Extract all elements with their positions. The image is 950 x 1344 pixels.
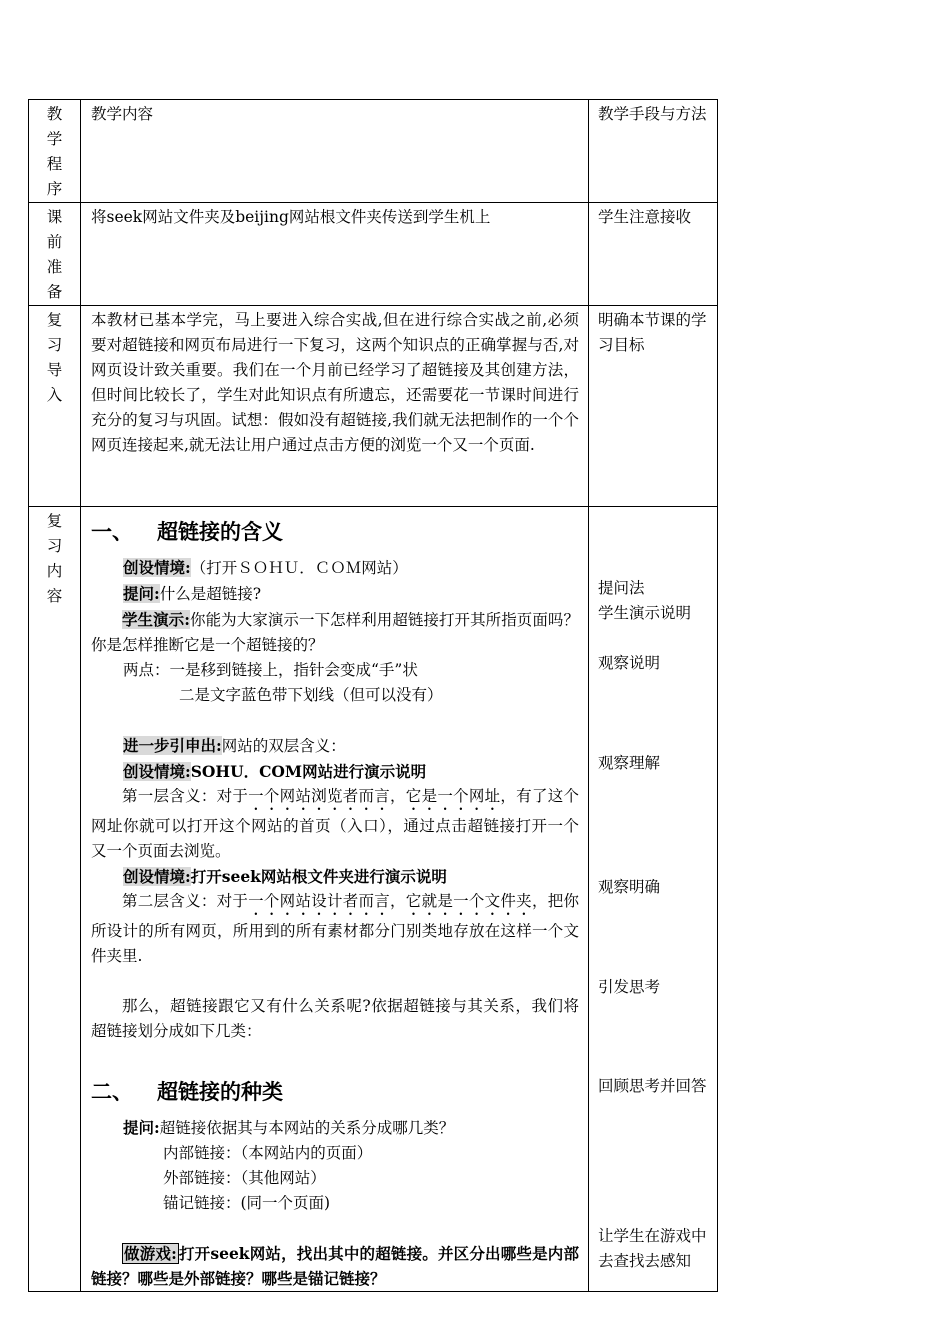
paragraph: 第一层含义：对于一个网站浏览者而言，它是一个网址，有了这个网址你就可以打开这个网站的首页（入口），通过点击超链接打开一个又一个页面去浏览。 — [91, 787, 579, 860]
header-method-cell — [589, 100, 718, 203]
paragraph: 创设情境:（打开ＳＯＨＵ．ＣＯＭ网站） — [123, 558, 408, 577]
content-cell — [81, 507, 589, 1292]
paragraph: 那么，超链接跟它又有什么关系呢?依据超链接与其关系，我们将超链接划分成如下几类： — [91, 997, 579, 1040]
method-item: 观察明确 — [598, 878, 661, 896]
method-item: 引发思考 — [598, 978, 661, 996]
header-content: 教学内容 — [91, 105, 154, 123]
paragraph: 第二层含义：对于一个网站设计者而言，它就是一个文件夹，把你所设计的所有网页，所用到的所有素材都分门别类地存放在这样一个文件夹里. — [91, 892, 579, 965]
paragraph: 锚记链接：(同一个页面) — [163, 1194, 331, 1212]
method-item: 观察理解 — [598, 754, 661, 772]
section-heading-1: 一、 超链接的含义 — [91, 519, 283, 544]
method-item: 回顾思考并回答 — [598, 1077, 707, 1095]
stage-intro: 复习导入 — [46, 311, 63, 404]
stage-review: 复习内容 — [46, 512, 63, 605]
method-cell — [589, 306, 718, 507]
header-stage-cell — [29, 100, 81, 203]
method-cell — [589, 507, 718, 1292]
method-item: 观察说明 — [598, 654, 661, 672]
paragraph: 外部链接：（其他网站） — [163, 1169, 326, 1187]
paragraph: 提问:什么是超链接? — [123, 584, 262, 603]
lesson-plan-table — [28, 99, 718, 1292]
paragraph: 学生演示:你能为大家演示一下怎样利用超链接打开其所指页面吗？你是怎样推断它是一个超链接的？ — [91, 610, 579, 654]
method-item: 提问法 — [598, 579, 645, 597]
paragraph: 提问:超链接依据其与本网站的关系分成哪几类？ — [123, 1118, 455, 1137]
method-item: 让学生在游戏中去查找去感知 — [598, 1227, 707, 1270]
stage-prep: 课前准备 — [46, 208, 63, 301]
header-method: 教学手段与方法 — [598, 105, 707, 123]
header-content-cell — [81, 100, 589, 203]
content-cell — [81, 203, 589, 306]
prep-method: 学生注意接收 — [598, 208, 692, 226]
paragraph: 二是文字蓝色带下划线（但可以没有） — [179, 686, 443, 704]
intro-method: 明确本节课的学习目标 — [598, 311, 707, 354]
table-row — [29, 203, 718, 306]
table-row — [29, 306, 718, 507]
prep-content: 将seek网站文件夹及beijing网站根文件夹传送到学生机上 — [91, 208, 491, 226]
stage-cell — [29, 203, 81, 306]
intro-content: 本教材已基本学完，马上要进入综合实战,但在进行综合实战之前,必须要对超链接和网页布局进行一下复习，这两个知识点的正确掌握与否,对网页设计致关重要。我们在一个月前已经学习了超链接及其创建方法，但时间比较长了，学生对此知识点有所遗忘，还需要花一节课时间进行充分的复习与巩固。试想：假如没有超链接,我们就无法把制作的一个个网页连接起来,就无法让用户通过点击方便的浏览一个又一个页面. — [91, 311, 579, 454]
stage-cell — [29, 507, 81, 1292]
table-row — [29, 507, 718, 1292]
paragraph: 创设情境:打开seek网站根文件夹进行演示说明 — [123, 867, 447, 886]
section-heading-2: 二、 超链接的种类 — [91, 1079, 283, 1104]
paragraph: 内部链接：（本网站内的页面） — [163, 1144, 373, 1162]
paragraph: 做游戏: 打开seek网站，找出其中的超链接。并区分出哪些是内部链接？哪些是外部链接？哪些是锚记链接？ — [91, 1244, 579, 1288]
paragraph: 创设情境:SOHU．COM网站进行演示说明 — [123, 762, 427, 781]
table-header-row — [29, 100, 718, 203]
paragraph: 两点：一是移到链接上，指针会变成“手”状 — [123, 661, 418, 679]
method-item: 学生演示说明 — [598, 604, 692, 622]
content-cell — [81, 306, 589, 507]
header-stage: 教学程序 — [46, 105, 63, 198]
stage-cell — [29, 306, 81, 507]
paragraph: 进一步引申出:网站的双层含义： — [123, 736, 346, 755]
method-cell — [589, 203, 718, 306]
